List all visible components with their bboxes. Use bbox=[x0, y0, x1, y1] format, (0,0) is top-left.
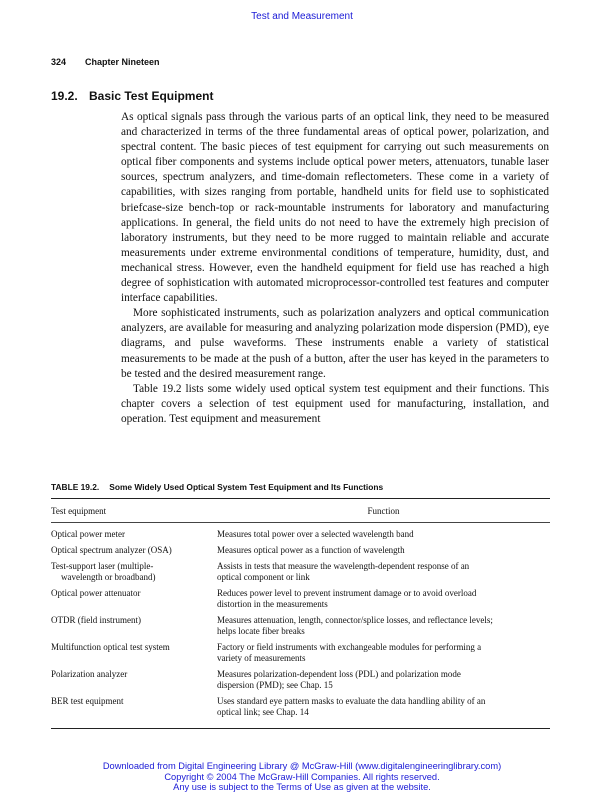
equipment-name-continued: wavelength or broadband) bbox=[61, 572, 156, 582]
equipment-name: OTDR (field instrument) bbox=[51, 615, 141, 625]
column-header-function: Function bbox=[217, 499, 550, 523]
equipment-name: Multifunction optical test system bbox=[51, 642, 170, 652]
chapter-title: Chapter Nineteen bbox=[85, 57, 160, 67]
equipment-table bbox=[51, 498, 550, 729]
function-cell bbox=[217, 669, 550, 696]
footer-terms-link[interactable]: Any use is subject to the Terms of Use as given at the website. bbox=[173, 782, 431, 792]
function-text: Assists in tests that measure the wavelength-dependent response of an bbox=[217, 561, 470, 571]
function-text-continued: distortion in the measurements bbox=[217, 599, 328, 609]
table-label: TABLE 19.2. bbox=[51, 482, 100, 492]
table-row bbox=[51, 696, 550, 729]
document-header-link[interactable]: Test and Measurement bbox=[251, 11, 353, 22]
equipment-cell bbox=[51, 561, 217, 588]
equipment-name: Test-support laser (multiple- bbox=[51, 561, 154, 571]
equipment-name: Optical power attenuator bbox=[51, 588, 141, 598]
function-cell bbox=[217, 545, 550, 561]
body-text bbox=[121, 110, 549, 427]
table-row bbox=[51, 523, 550, 546]
function-cell bbox=[217, 696, 550, 729]
table-row bbox=[51, 669, 550, 696]
function-cell bbox=[217, 561, 550, 588]
table-header-row bbox=[51, 499, 550, 523]
function-text: Reduces power level to prevent instrument damage or to avoid overload bbox=[217, 588, 477, 598]
function-text-continued: optical component or link bbox=[217, 572, 310, 582]
table-title: Some Widely Used Optical System Test Equipment and Its Functions bbox=[109, 482, 384, 492]
section-heading bbox=[51, 89, 213, 103]
function-text: Measures polarization-dependent loss (PDL) and polarization mode bbox=[217, 669, 461, 679]
table-row bbox=[51, 615, 550, 642]
function-text: Uses standard eye pattern masks to evaluate the data handling ability of an bbox=[217, 696, 486, 706]
equipment-cell bbox=[51, 615, 217, 642]
equipment-cell bbox=[51, 696, 217, 729]
table-row bbox=[51, 642, 550, 669]
download-footer bbox=[0, 761, 604, 793]
equipment-name: BER test equipment bbox=[51, 696, 124, 706]
equipment-name: Optical spectrum analyzer (OSA) bbox=[51, 545, 172, 555]
page-number: 324 bbox=[51, 57, 67, 67]
equipment-cell bbox=[51, 545, 217, 561]
equipment-name: Polarization analyzer bbox=[51, 669, 128, 679]
paragraph: As optical signals pass through the various parts of an optical link, they need to be measured and characterized in terms of the three fundamental areas of optical power, polarization, and spectral content. The basic pieces of test equipment for carrying out such measurements on optical fiber components and systems include optical power meters, attenuators, tunable laser sources, spectrum analyzers, and time-domain reflectometers. These come in a variety of capabilities, with sizes ranging from portable, handheld units for field use to sophisticated briefcase-size bench-top or rack-mountable instruments for laboratory and manufacturing applications. In general, the field units do not need to have the extremely high precision of laboratory instruments, but they need to be more rugged to maintain reliable and accurate measurements under extreme environmental conditions of temperature, humidity, dust, and mechanical stress. However, even the handheld equipment for field use has reached a high degree of sophistication with automated microprocessor-controlled test features and computer interface capabilities. bbox=[121, 111, 549, 305]
function-cell bbox=[217, 642, 550, 669]
equipment-cell bbox=[51, 523, 217, 546]
function-text-continued: optical link; see Chap. 14 bbox=[217, 707, 309, 717]
function-text: Measures optical power as a function of wavelength bbox=[217, 545, 405, 555]
table-row bbox=[51, 545, 550, 561]
table-caption bbox=[51, 482, 383, 492]
footer-download-link[interactable]: Downloaded from Digital Engineering Library @ McGraw-Hill (www.digitalengineeringlibrary.com) bbox=[102, 761, 502, 771]
function-text: Measures attenuation, length, connector/splice losses, and reflectance levels; bbox=[217, 615, 493, 625]
equipment-cell bbox=[51, 588, 217, 615]
running-head bbox=[51, 57, 160, 67]
function-cell bbox=[217, 615, 550, 642]
function-cell bbox=[217, 523, 550, 546]
section-number: 19.2. bbox=[51, 89, 78, 103]
equipment-name: Optical power meter bbox=[51, 529, 125, 539]
paragraph: More sophisticated instruments, such as polarization analyzers and optical communication analyzers, are available for measuring and analyzing polarization mode dispersion (PMD), eye diagrams, and pulse waveforms. These instruments enable a variety of statistical measurements to be made at the push of a button, after the user has keyed in the parameters to be tested and the desired measurement range. bbox=[121, 307, 549, 380]
equipment-cell bbox=[51, 669, 217, 696]
function-text: Measures total power over a selected wavelength band bbox=[217, 529, 414, 539]
function-text: Factory or field instruments with exchangeable modules for performing a bbox=[217, 642, 482, 652]
function-text-continued: dispersion (PMD); see Chap. 15 bbox=[217, 680, 333, 690]
section-title: Basic Test Equipment bbox=[89, 89, 214, 103]
function-text-continued: helps locate fiber breaks bbox=[217, 626, 305, 636]
paragraph: Table 19.2 lists some widely used optical system test equipment and their functions. This chapter covers a selection of test equipment used for manufacturing, installation, and operation. Test equipment and measurement bbox=[121, 382, 549, 425]
function-text-continued: variety of measurements bbox=[217, 653, 306, 663]
equipment-cell bbox=[51, 642, 217, 669]
footer-copyright: Copyright © 2004 The McGraw-Hill Companies. All rights reserved. bbox=[164, 771, 440, 782]
column-header-equipment: Test equipment bbox=[51, 499, 217, 523]
function-cell bbox=[217, 588, 550, 615]
table-row bbox=[51, 588, 550, 615]
table-row bbox=[51, 561, 550, 588]
